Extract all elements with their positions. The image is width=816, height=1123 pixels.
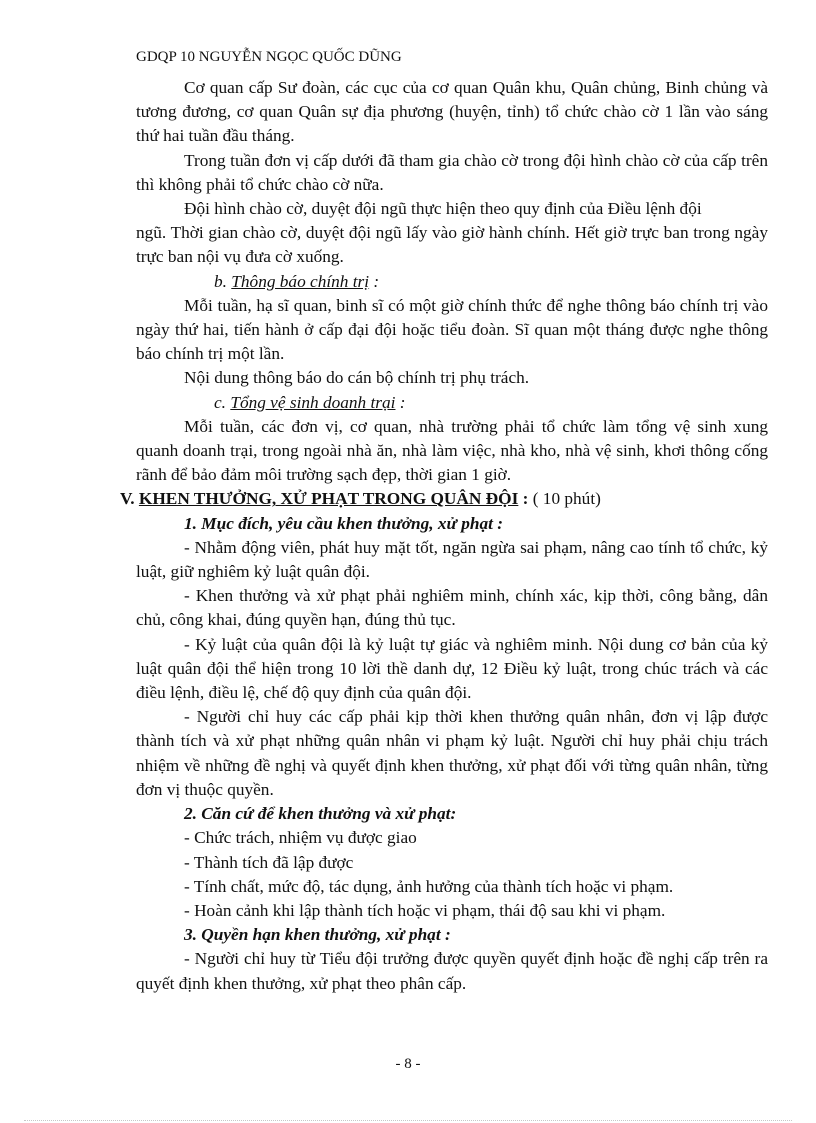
subheading-c-title: Tổng vệ sinh doanh trại	[230, 392, 396, 412]
list-item: - Hoàn cảnh khi lập thành tích hoặc vi phạm, thái độ sau khi vi phạm.	[184, 900, 666, 920]
subheading-b-suffix: :	[369, 271, 380, 291]
paragraph: Cơ quan cấp Sư đoàn, các cục của cơ quan Quân khu, Quân chủng, Binh chủng và tương đương, cơ quan Quân sự địa phương (huyện, tỉnh) tổ chức chào cờ 1 lần vào sáng thứ hai tuần đầu tháng.	[136, 78, 768, 146]
subheading-b-title: Thông báo chính trị	[231, 271, 370, 291]
section-v-heading	[120, 487, 768, 511]
subheading-3: 3. Quyền hạn khen thưởng, xử phạt :	[184, 925, 451, 945]
subheading-b-prefix: b.	[214, 271, 227, 291]
section-v-title: KHEN THƯỞNG, XỬ PHẠT TRONG QUÂN ĐỘI	[138, 489, 519, 509]
paragraph: ngũ. Thời gian chào cờ, duyệt đội ngũ lấy vào giờ hành chính. Hết giờ trực ban trong ngày trực ban nội vụ đưa cờ xuống.	[136, 223, 768, 267]
section-v-number: V.	[120, 489, 135, 509]
list-item: - Tính chất, mức độ, tác dụng, ảnh hưởng của thành tích hoặc vi phạm.	[184, 876, 674, 896]
paragraph: Mỗi tuần, hạ sĩ quan, binh sĩ có một giờ chính thức để nghe thông báo chính trị vào ngày thứ hai, tiến hành ở cấp đại đội hoặc tiểu đoàn. Sĩ quan một tháng được nghe thông báo chính trị một lần.	[136, 295, 768, 364]
paragraph: Trong tuần đơn vị cấp dưới đã tham gia chào cờ trong đội hình chào cờ của cấp trên thì không phải tổ chức chào cờ nữa.	[136, 150, 768, 194]
list-item: - Người chỉ huy các cấp phải kịp thời khen thưởng quân nhân, đơn vị lập được thành tích và xử phạt những quân nhân vi phạm kỷ luật. Người chỉ huy phải chịu trách nhiệm về những đề nghị và quyết định khen thưởng, xử phạt đối với từng quân nhân, từng đơn vị thuộc quyền.	[136, 707, 768, 799]
document-page	[120, 46, 768, 996]
list-item: - Chức trách, nhiệm vụ được giao	[184, 828, 417, 848]
paragraph: Nội dung thông báo do cán bộ chính trị phụ trách.	[184, 368, 530, 388]
page-header: GDQP 10 NGUYỄN NGỌC QUỐC DŨNG	[136, 49, 402, 65]
list-item: - Khen thưởng và xử phạt phải nghiêm minh, chính xác, kịp thời, công bằng, dân chủ, công khai, đúng quyền hạn, đúng thủ tục.	[136, 586, 768, 630]
list-item: - Thành tích đã lập được	[184, 852, 354, 872]
subheading-2: 2. Căn cứ để khen thưởng và xử phạt:	[184, 804, 457, 824]
page-number: - 8 -	[395, 1056, 421, 1072]
subheading-c-suffix: :	[395, 392, 406, 412]
paragraph: Đội hình chào cờ, duyệt đội ngũ thực hiện theo quy định của Điều lệnh đội	[184, 199, 702, 219]
list-item: - Người chỉ huy từ Tiểu đội trưởng được quyền quyết định hoặc đề nghị cấp trên ra quyết định khen thưởng, xử phạt theo phân cấp.	[136, 949, 768, 993]
section-v-colon: :	[518, 489, 529, 509]
subheading-c-prefix: c.	[214, 392, 226, 412]
section-v-duration: ( 10 phút)	[528, 489, 601, 509]
list-item: - Nhằm động viên, phát huy mặt tốt, ngăn ngừa sai phạm, nâng cao tính tổ chức, kỷ luật, giữ nghiêm kỷ luật quân đội.	[136, 537, 768, 582]
paragraph: Mỗi tuần, các đơn vị, cơ quan, nhà trường phải tổ chức làm tổng vệ sinh xung quanh doanh trại, trong ngoài nhà ăn, nhà làm việc, nhà kho, nhà vệ sinh, khơi thông cống rãnh để bảo đảm môi trường sạch đẹp, thời gian 1 giờ.	[136, 416, 768, 485]
subheading-1: 1. Mục đích, yêu cầu khen thưởng, xử phạt :	[184, 513, 503, 533]
subheading-b	[136, 270, 768, 294]
page-break-divider	[24, 1120, 792, 1121]
list-item: - Kỷ luật của quân đội là kỷ luật tự giác và nghiêm minh. Nội dung cơ bản của kỷ luật quân đội thể hiện trong 10 lời thề danh dự, 12 Điều kỷ luật, trong chúc trách và các điều lệnh, điều lệ, chế độ quy định của quân đội.	[136, 634, 768, 703]
subheading-c	[136, 391, 768, 415]
